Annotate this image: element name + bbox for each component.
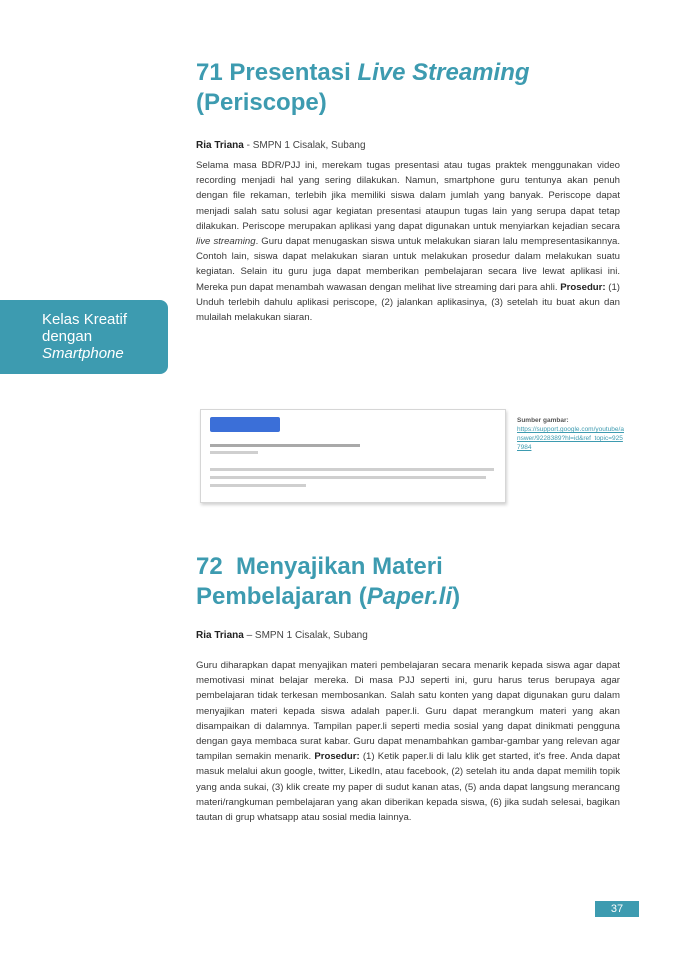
section-72-title-b: Pembelajaran ( bbox=[196, 583, 367, 610]
chapter-side-tab bbox=[0, 300, 168, 374]
side-tab-line-1: Kelas Kreatif bbox=[42, 311, 128, 328]
section-72-procedure-label: Prosedur: bbox=[314, 751, 360, 763]
screenshot-text-line bbox=[210, 484, 306, 487]
section-71-procedure-label: Prosedur: bbox=[560, 281, 606, 293]
section-72-title bbox=[196, 552, 636, 612]
section-71-title-a: Presentasi bbox=[229, 59, 351, 86]
section-71-body-a: Selama masa BDR/PJJ ini, merekam tugas presentasi atau tugas praktek menggunakan video recording menjadi hal yang sering dilakukan. Namun, smartphone guru tentunya akan penuh dengan file rekaman, terlebih jika memiliki siswa dalam jumlah yang banyak. Periscope dapat menjadi salah satu solusi agar kegiatan presentasi ataupun tugas lain yang serupa dapat tetap dilakukan. Periscope merupakan aplikasi yang dapat digunakan untuk menyiarkan kejadian secara bbox=[196, 160, 620, 232]
section-71-byline bbox=[196, 140, 366, 151]
image-source bbox=[517, 416, 625, 452]
section-72-body bbox=[196, 658, 620, 825]
screenshot-text-line bbox=[210, 444, 360, 447]
side-tab-line-2: dengan bbox=[42, 328, 93, 345]
section-72-title-c: ) bbox=[452, 583, 461, 610]
section-71-title-c: (Periscope) bbox=[196, 89, 327, 116]
screenshot-text-line bbox=[210, 468, 494, 471]
section-71-title-b: Live Streaming bbox=[357, 59, 530, 86]
screenshot-button bbox=[210, 417, 280, 432]
section-71-affiliation: - SMPN 1 Cisalak, Subang bbox=[243, 140, 366, 151]
section-72-author: Ria Triana bbox=[196, 630, 244, 641]
side-tab-line-3: Smartphone bbox=[42, 345, 124, 362]
section-71-title bbox=[196, 58, 636, 118]
periscope-screenshot bbox=[200, 409, 506, 503]
section-71-number: 71 bbox=[196, 59, 223, 86]
section-72-affiliation: – SMPN 1 Cisalak, Subang bbox=[243, 630, 368, 641]
section-72-title-a: Menyajikan Materi bbox=[236, 553, 443, 580]
section-71-body bbox=[196, 158, 620, 325]
page-number: 37 bbox=[595, 901, 639, 917]
section-71-body-b: . Guru dapat menugaskan siswa untuk melakukan siaran lalu mempresentasikannya. Contoh lain, siswa dapat melakukan siaran untuk melakukan prosedur dalam melakukan suatu kegiatan. Selain itu guru juga dapat memberikan pembelajaran secara live lewat aplikasi ini. Mereka pun dapat menambah wawasan dengan melihat live streaming dari para ahli. bbox=[196, 236, 620, 293]
section-72-number: 72 bbox=[196, 553, 223, 580]
screenshot-text-line bbox=[210, 451, 258, 454]
screenshot-text-line bbox=[210, 476, 486, 479]
section-72-byline bbox=[196, 630, 368, 641]
section-71-body-italic: live streaming bbox=[196, 236, 256, 248]
section-72-body-text: Guru diharapkan dapat menyajikan materi pembelajaran secara menarik kepada siswa agar dapat memotivasi minat belajar mereka. Di masa PJJ seperti ini, guru harus terus berupaya agar pembelajaran tidak terkesan membosankan. Salah satu konten yang dapat digunakan guru dalam menyajikan materi kepada siswa adalah paper.li. Guru dapat merangkum materi yang akan disampaikan di dalamnya. Tampilan paper.li seperti media sosial yang dapat dinikmati pengguna dengan gaya membaca surat kabar. Guru dapat menambahkan gambar-gambar yang relevan agar tampilan semakin menarik. bbox=[196, 660, 620, 763]
image-source-label: Sumber gambar: bbox=[517, 417, 569, 424]
section-71-author: Ria Triana bbox=[196, 140, 244, 151]
section-71-procedure: (1) Unduh terlebih dahulu aplikasi periscope, (2) jalankan aplikasinya, (3) setelah itu buat akun dan mulailah melakukan siaran. bbox=[196, 281, 621, 324]
section-72-procedure: (1) Ketik paper.li di lalu klik get started, it's free. Anda dapat masuk melalui akun google, twitter, LikedIn, atau facebook, (2) setelah itu anda dapat memilih topik yang anda sukai, (3) klik create my paper di sudut kanan atas, (5) anda dapat langsung merancang materi/rangkuman pembelajaran yang akan diberikan kepada siswa, (6) jika sudah selesai, bagikan tautan di grup whatsapp atau sosial media lainnya. bbox=[196, 751, 620, 824]
section-72-title-italic: Paper.li bbox=[366, 583, 453, 610]
image-source-link[interactable]: https://support.google.com/youtube/answer/9228389?hl=id&ref_topic=9257984 bbox=[517, 426, 624, 451]
